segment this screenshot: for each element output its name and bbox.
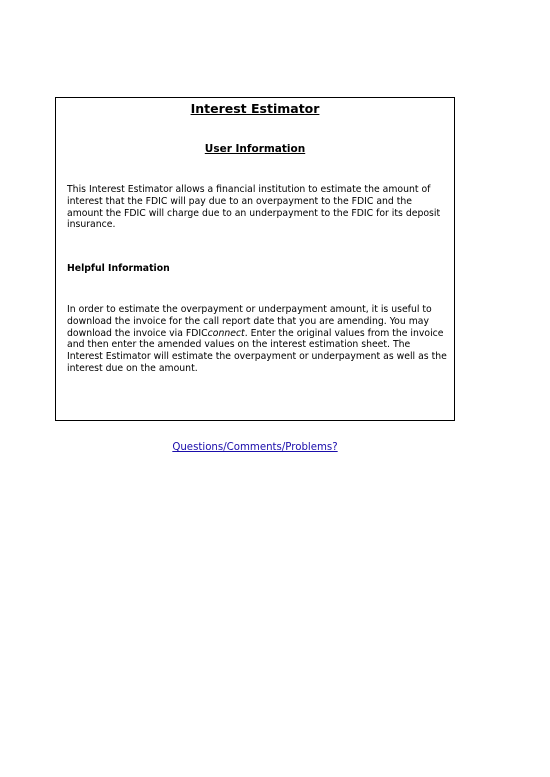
- help-paragraph: [67, 304, 449, 375]
- helpful-information-heading: Helpful Information: [67, 263, 170, 274]
- help-paragraph-text-1: In order to estimate the overpayment or underpayment amount, it is useful to download the invoice for the call report date that you are amending. You may download the invoice via FDIC: [67, 304, 432, 339]
- page-title: Interest Estimator: [190, 101, 320, 116]
- questions-comments-link[interactable]: Questions/Comments/Problems?: [172, 442, 338, 453]
- section-subtitle: User Information: [204, 143, 306, 155]
- help-paragraph-connect: connect: [207, 327, 245, 339]
- info-box: [55, 97, 455, 421]
- help-paragraph-text-2: . Enter the original values from the invoice and then enter the amended values on the interest estimation sheet. The Interest Estimator will estimate the overpayment or underpayment as well as the interest due on the amount.: [67, 327, 447, 374]
- intro-paragraph: This Interest Estimator allows a financial institution to estimate the amount of interest that the FDIC will pay due to an overpayment to the FDIC and the amount the FDIC will charge due to an underpayment to the FDIC for its deposit insurance.: [67, 184, 441, 231]
